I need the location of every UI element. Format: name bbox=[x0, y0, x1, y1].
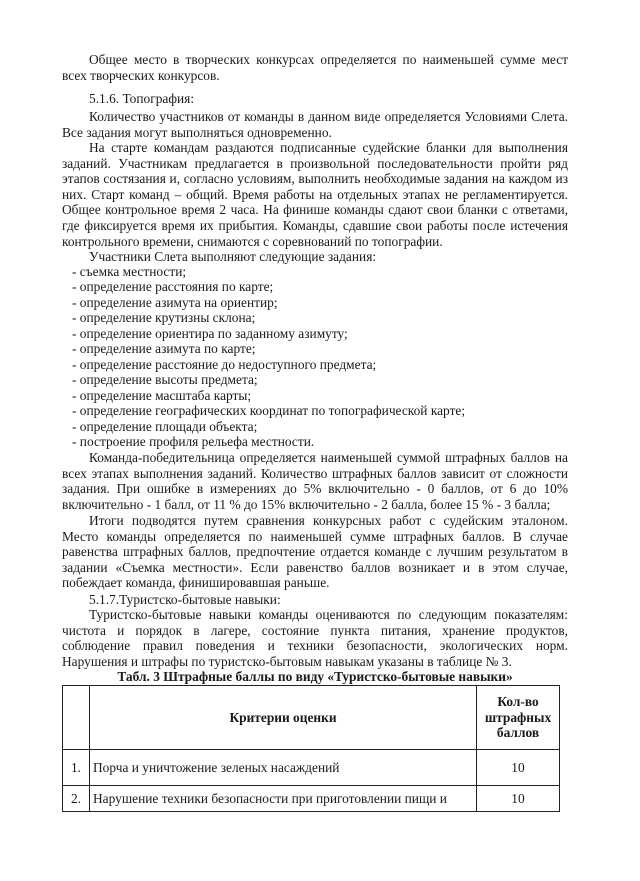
list-item: - определение высоты предмета; bbox=[72, 372, 258, 387]
header-number-cell bbox=[63, 686, 90, 750]
list-item: - съемка местности; bbox=[72, 264, 187, 279]
list-item: - определение азимута на ориентир; bbox=[72, 295, 278, 310]
list-item: - определение расстояние до недоступного предмета; bbox=[72, 357, 377, 372]
paragraph-camp-skills: Туристско-бытовые навыки команды оцениваются по следующим показателям: чистота и порядок в лагере, состояние пункта питания, хранение продуктов, соблюдение правил поведения и техники безопасности, экологических норм. Нарушения и штрафы по туристско-бытовым навыкам указаны в таблице № 3. bbox=[62, 607, 568, 669]
list-item: - определение географических координат по топографической карте; bbox=[72, 403, 466, 418]
header-points-line: Кол-во bbox=[497, 694, 539, 710]
list-item: - определение ориентира по заданному азимуту; bbox=[72, 326, 348, 341]
header-points-line: штрафных bbox=[484, 709, 552, 725]
paragraph-topography-rules: На старте командам раздаются подписанные судейские бланки для выполнения заданий. Участникам предлагается в произвольной последовательности пройти ряд этапов состязания и, согласно условиям, выполнить необходимые задания на каждом из них. Старт команд – общий. Время работы на отдельных этапах не регламентируется. Общее контрольное время 2 часа. На финише команды сдают свои бланки с ответами, где фиксируется время их прибытия. Команды, сдавшие свои работы после истечения контрольного времени, снимаются с соревнований по топографии. bbox=[62, 140, 568, 249]
header-points-cell bbox=[477, 686, 560, 750]
table-row bbox=[63, 750, 560, 786]
list-item: - определение масштаба карты; bbox=[72, 388, 252, 403]
row-criterion: Порча и уничтожение зеленых насаждений bbox=[90, 750, 477, 786]
paragraph-topography-participants: Количество участников от команды в данном виде определяется Условиями Слета. Все задания могут выполняться одновременно. bbox=[62, 109, 568, 140]
paragraph-general-place: Общее место в творческих конкурсах определяется по наименьшей сумме мест всех творческих конкурсов. bbox=[62, 52, 568, 83]
paragraph-results: Итоги подводятся путем сравнения конкурсных работ с судейским эталоном. Место команды определяется по наименьшей сумме штрафных баллов. В случае равенства штрафных баллов, предпочтение отдается команде с лучшим результатом в задании «Съемка местности». Если равенство баллов возникает и в этом случае, побеждает команда, финишировавшая раньше. bbox=[62, 513, 568, 591]
header-criteria-cell: Критерии оценки bbox=[90, 686, 477, 750]
list-item: - определение азимута по карте; bbox=[72, 341, 256, 356]
row-criterion: Нарушение техники безопасности при приготовлении пищи и bbox=[90, 786, 477, 812]
list-item: - определение площади объекта; bbox=[72, 419, 258, 434]
section-heading-5-1-7: 5.1.7.Туристско-бытовые навыки: bbox=[89, 592, 281, 607]
row-number: 1. bbox=[63, 750, 90, 786]
list-item: - определение крутизны склона; bbox=[72, 310, 256, 325]
section-heading-5-1-6: 5.1.6. Топография: bbox=[89, 91, 195, 106]
table-caption: Табл. 3 Штрафные баллы по виду «Туристско-бытовые навыки» bbox=[117, 669, 513, 684]
table-row bbox=[63, 786, 560, 812]
penalty-table bbox=[62, 685, 560, 812]
row-number: 2. bbox=[63, 786, 90, 812]
row-points: 10 bbox=[477, 750, 560, 786]
paragraph-tasks-intro: Участники Слета выполняют следующие задания: bbox=[89, 249, 377, 264]
header-points-line: баллов bbox=[496, 725, 540, 741]
paragraph-winner-rules: Команда-победительница определяется наименьшей суммой штрафных баллов на всех этапах выполнения заданий. Количество штрафных баллов зависит от сложности задания. При ошибке в измерениях до 5% включительно - 0 баллов, от 6 до 10% включительно - 1 балл, от 11 % до 15% включительно - 2 балла, более 15 % - 3 балла; bbox=[62, 450, 568, 512]
list-item: - построение профиля рельефа местности. bbox=[72, 434, 315, 449]
list-item: - определение расстояния по карте; bbox=[72, 279, 274, 294]
table-header-row bbox=[63, 686, 560, 750]
row-points: 10 bbox=[477, 786, 560, 812]
